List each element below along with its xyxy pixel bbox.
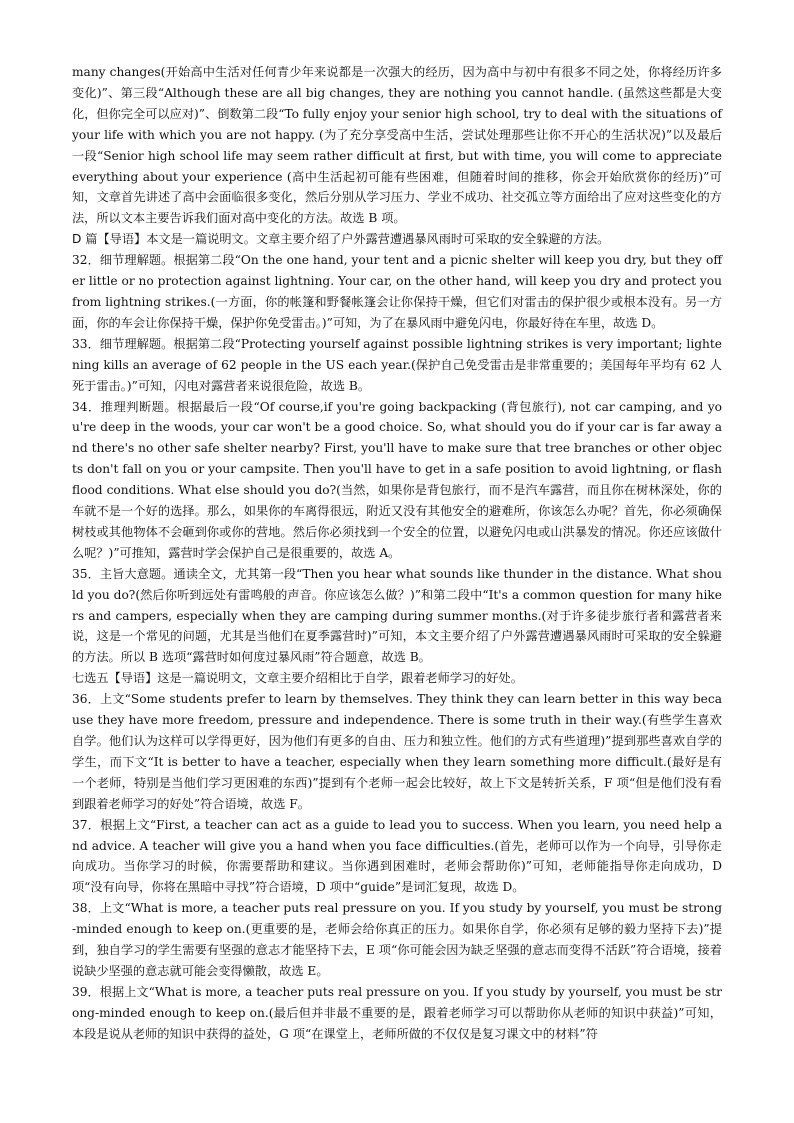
section-heading-seven-choose-five: 七选五【导语】这是一篇说明文，文章主要介绍相比于自学，跟着老师学习的好处。 [72,671,523,686]
answer-32: 32．细节理解题。根据第二段“On the one hand, your tent and a picnic shelter will keep you dry, but they offer little or no protection against lightning. Your car, on the other hand, will keep you dry and protect you from lightning strikes.(一方面，你的帐篷和野餐帐篷会让你保持干燥，但它们对雷击的保护很少或根本没有。另一方面，你的车会让你保持干燥，保护你免受雷击。)”可知，为了在暴风雨中避免闪电，你最好待在车里，故选 D。 [72,253,722,330]
section-heading-d: D 篇【导语】本文是一篇说明文。文章主要介绍了户外露营遭遇暴风雨时可采取的安全躲避的方法。 [72,232,610,247]
answer-33: 33．细节理解题。根据第二段“Protecting yourself against possible lightning strikes is very important; lightening kills an average of 62 people in the US each year.(保护自己免受雷击是非常重要的；美国每年平均有 62 人死于雷击。)”可知，闪电对露营者来说很危险，故选 B。 [72,336,722,393]
answer-37: 37．根据上文“First, a teacher can act as a guide to lead you to success. When you learn, you need help and advice. A teacher will give you a hand when you face difficulties.(首先，老师可以作为一个向导，引导你走向成功。当你学习的时候，你需要帮助和建议。当你遇到困难时，老师会帮助你)”可知，老师能指导你走向成功，D 项“没有向导，你将在黑暗中寻找”符合语境，D 项中“guide”是词汇复现，故选 D。 [72,817,722,895]
answer-39: 39．根据上文“What is more, a teacher puts real pressure on you. If you study by yourself, you must be strong-minded enough to keep on.(最后但并非最不重要的是，跟着老师学习可以帮助你从老师的知识中获益)”可知，本段是说从老师的知识中获得的益处，G 项“在课堂上，老师所做的不仅仅是复习课文中的材料”符 [72,984,722,1041]
answer-34: 34．推理判断题。根据最后一段“Of course,if you're going backpacking (背包旅行), not car camping, and you're deep in the woods, your car won't be a good choice. So, what should you do if your car is far away and there's no other safe shelter nearby? First, you'll have to make sure that tree branches or other objects don't fall on you or your campsite. Then you'll have to get in a safe position to avoid lightning, or flash flood conditions. What else should you do?(当然，如果你是背包旅行，而不是汽车露营，而且你在树林深处，你的车就不是一个好的选择。那么，如果你的车离得很远，附近又没有其他安全的避难所，你该怎么办呢？首先，你必须确保树枝或其他物体不会砸到你或你的营地。然后你必须找到一个安全的位置，以避免闪电或山洪暴发的情况。你还应该做什么呢？)”可推知，露营时学会保护自己是很重要的，故选 A。 [72,399,722,560]
paragraph-1: many changes(开始高中生活对任何青少年来说都是一次强大的经历，因为高中与初中有很多不同之处，你将经历许多变化)”、第三段“Although these are all big changes, they are nothing you cannot handle. (虽然这些都是大变化，但你完全可以应对)”、倒数第二段“To fully enjoy your senior high school, try to deal with the situations of your life with which you are not happy. (为了充分享受高中生活，尝试处理那些让你不开心的生活状况)”以及最后一段“Senior high school life may seem rather difficult at first, but with time, you will come to appreciate everything about your experience (高中生活起初可能有些困难，但随着时间的推移，你会开始欣赏你的经历)”可知，文章首先讲述了高中会面临很多变化，然后分别从学习压力、学业不成功、社交孤立等方面给出了应对这些变化的方法，所以文本主要告诉我们面对高中变化的方法。故选 B 项。 [72,65,722,226]
answer-35: 35．主旨大意题。通读全文，尤其第一段“Then you hear what sounds like thunder in the distance. What should you do?(然后你听到远处有雷鸣般的声音。你应该怎么做？)”和第二段中“It's a common question for many hikers and campers, especially when they are camping during summer months.(对于许多徒步旅行者和露营者来说，这是一个常见的问题，尤其是当他们在夏季露营时)”可知，本文主要介绍了户外露营遭遇暴风雨时可采取的安全躲避的方法。所以 B 选项“露营时如何度过暴风雨”符合题意，故选 B。 [72,566,722,665]
answer-38: 38．上文“What is more, a teacher puts real pressure on you. If you study by yourself, you must be strong-minded enough to keep on.(更重要的是，老师会给你真正的压力。如果你自学，你必须有足够的毅力坚持下去)”提到，独自学习的学生需要有坚强的意志才能坚持下去，E 项“你可能会因为缺乏坚强的意志而变得不活跃”符合语境，接着说缺少坚强的意志就可能会变得懒散，故选 E。 [72,901,722,978]
answer-36: 36．上文“Some students prefer to learn by themselves. They think they can learn better in this way because they have more freedom, pressure and independence. There is some truth in their way.(有些学生喜欢自学。他们认为这样可以学得更好，因为他们有更多的自由、压力和独立性。他们的方式有些道理)”提到那些喜欢自学的学生，而下文“It is better to have a teacher, especially when they learn something more difficult.(最好是有一个老师，特别是当他们学习更困难的东西)”提到有个老师一起会比较好，故上下文是转折关系，F 项“但是他们没有看到跟着老师学习的好处”符合语境，故选 F。 [72,692,722,811]
